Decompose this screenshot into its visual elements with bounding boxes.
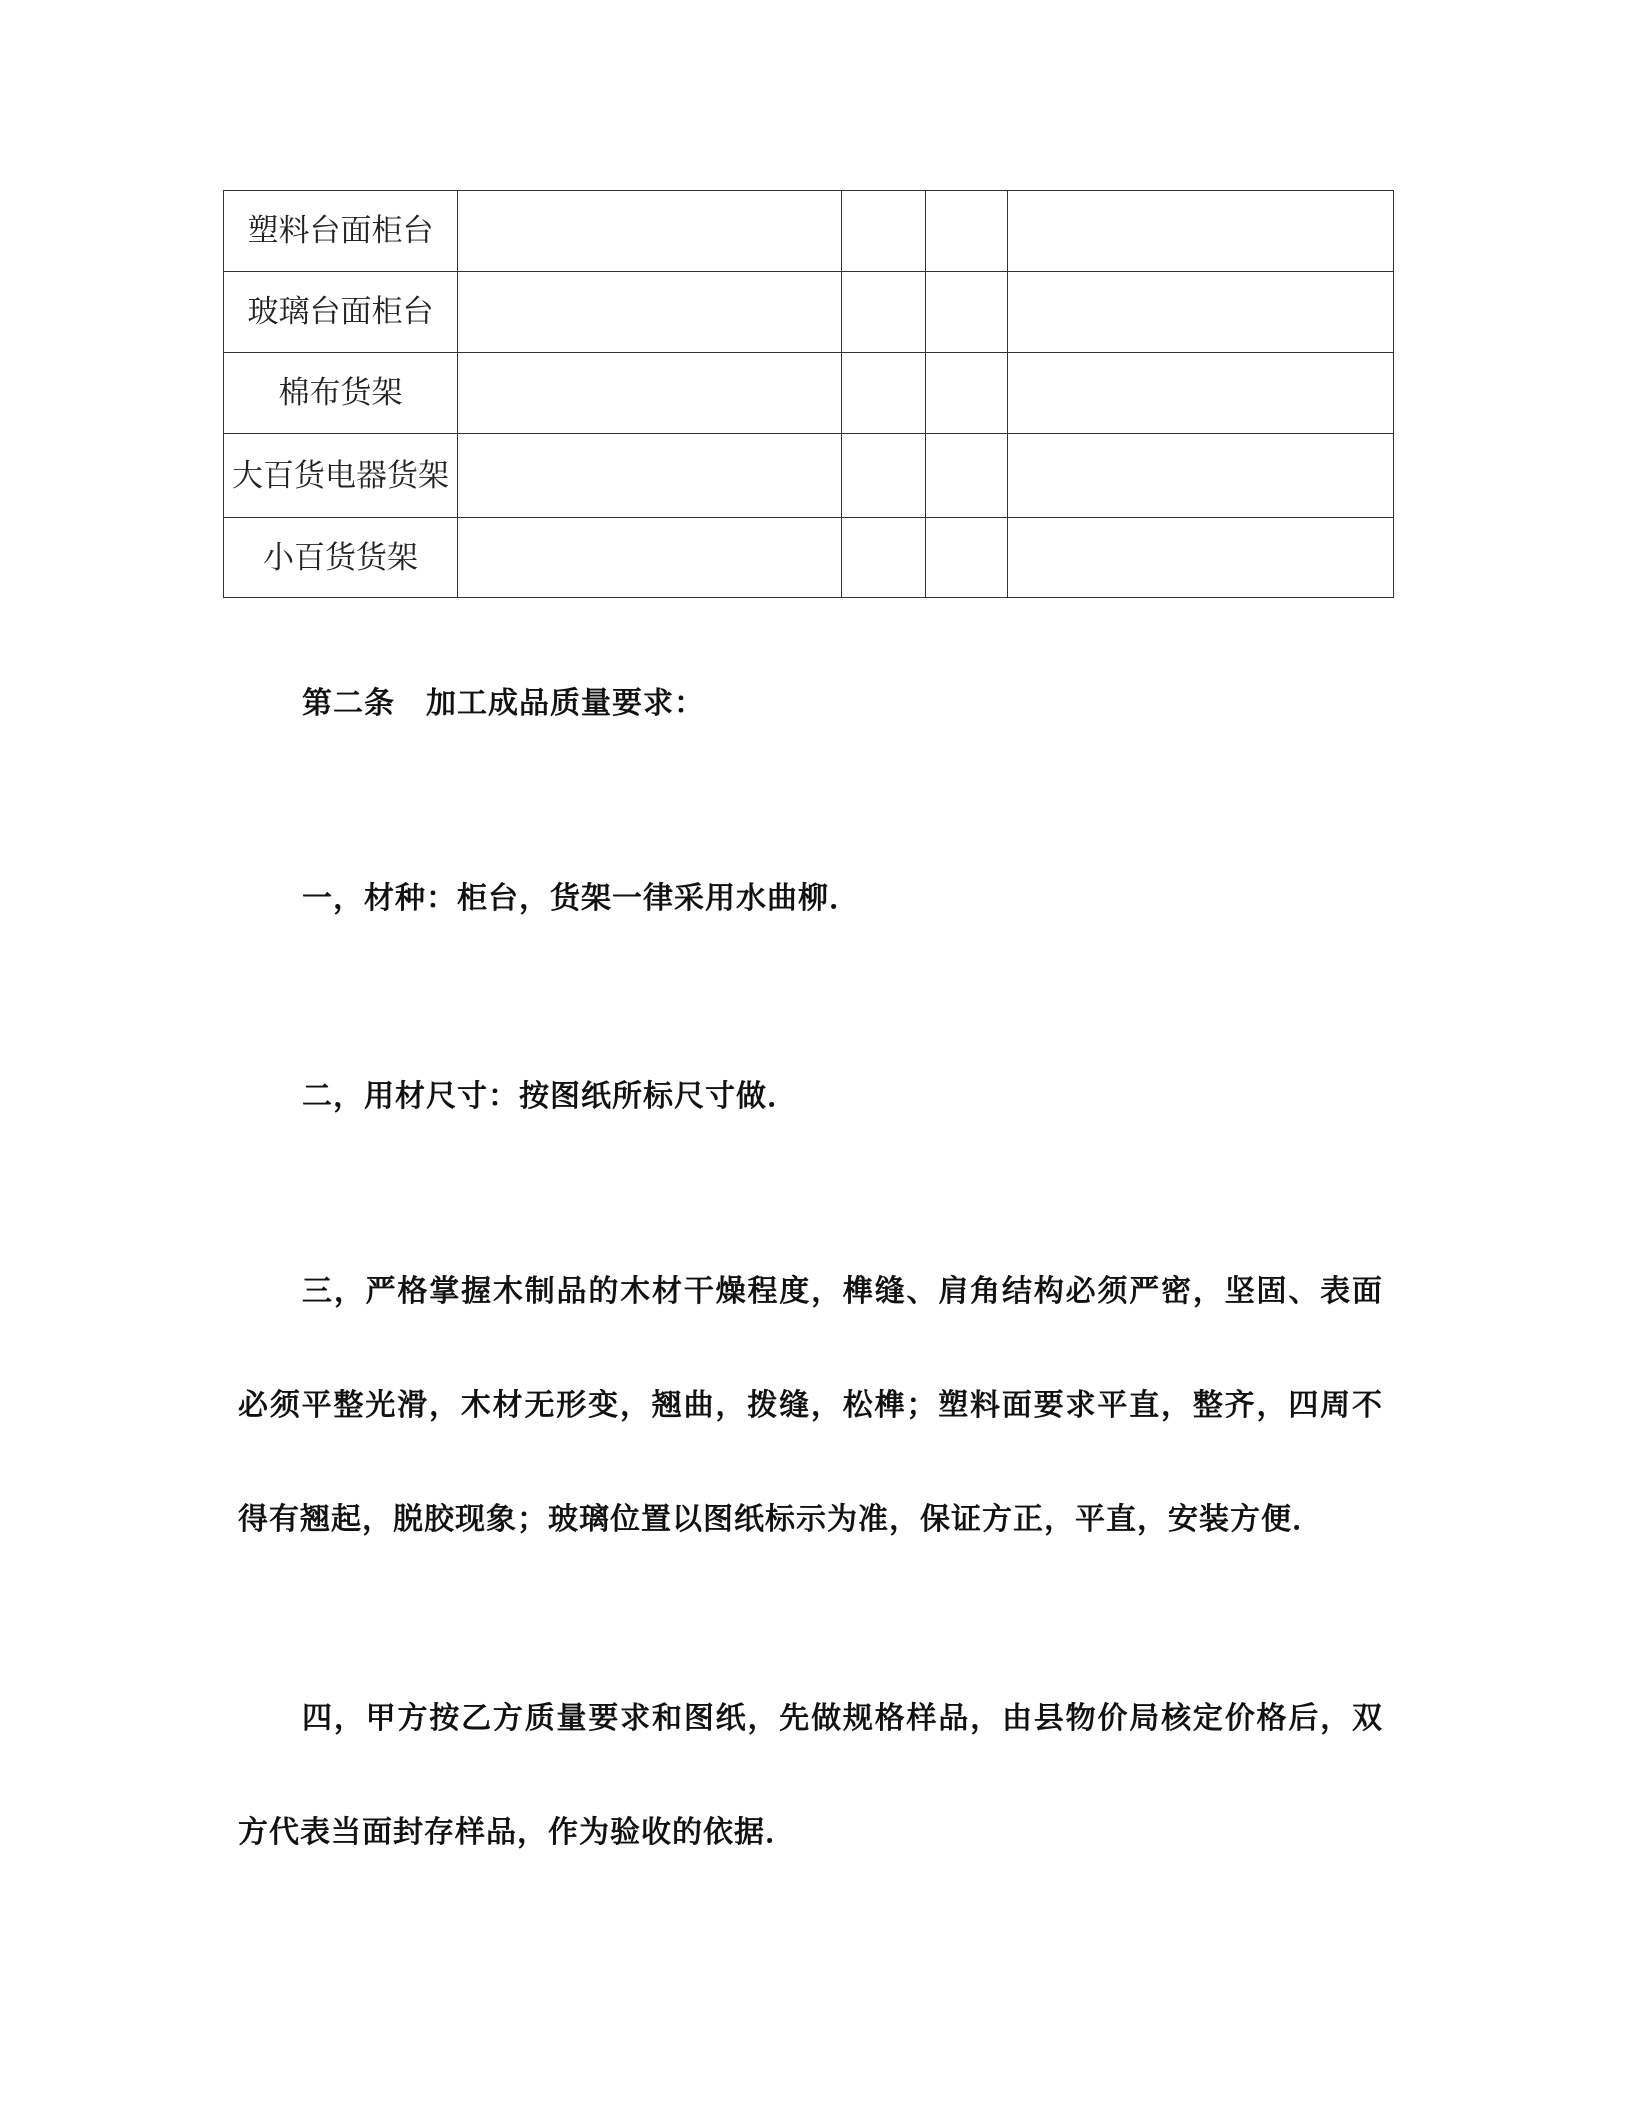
paragraph-material: 一，材种：柜台，货架一律采用水曲柳．	[302, 881, 860, 916]
item-name-cell: 塑料台面柜台	[224, 191, 458, 272]
table-cell	[458, 518, 842, 598]
table-cell	[458, 434, 842, 518]
table-cell	[926, 191, 1008, 272]
item-name-cell: 小百货货架	[224, 518, 458, 598]
table-cell	[926, 353, 1008, 434]
table-row	[224, 518, 1394, 598]
table-cell	[1008, 518, 1394, 598]
table-cell	[458, 191, 842, 272]
table-cell	[842, 518, 926, 598]
table-cell	[1008, 272, 1394, 353]
table-row	[224, 353, 1394, 434]
items-table	[223, 190, 1394, 598]
table-cell	[458, 272, 842, 353]
item-name-cell: 大百货电器货架	[224, 434, 458, 518]
table-cell	[1008, 353, 1394, 434]
table-cell	[842, 353, 926, 434]
table-cell	[926, 434, 1008, 518]
paragraph-dimensions: 二，用材尺寸：按图纸所标尺寸做．	[302, 1079, 798, 1114]
table-row	[224, 191, 1394, 272]
paragraph-workmanship: 三，严格掌握木制品的木材干燥程度，榫缝、肩角结构必须严密，坚固、表面必须平整光滑，木材无形变，翘曲，拨缝，松榫；塑料面要求平直，整齐，四周不得有翘起，脱胶现象；玻璃位置以图纸标示为准，保证方正，平直，安装方便．	[238, 1274, 1383, 1537]
table-cell	[926, 272, 1008, 353]
item-name-cell: 棉布货架	[224, 353, 458, 434]
table-cell	[842, 191, 926, 272]
table-cell	[926, 518, 1008, 598]
table-cell	[1008, 191, 1394, 272]
item-name-cell: 玻璃台面柜台	[224, 272, 458, 353]
section-heading: 第二条 加工成品质量要求：	[302, 686, 705, 721]
table-cell	[842, 434, 926, 518]
table-row	[224, 434, 1394, 518]
table-cell	[1008, 434, 1394, 518]
table-cell	[458, 353, 842, 434]
table-cell	[842, 272, 926, 353]
paragraph-samples: 四，甲方按乙方质量要求和图纸，先做规格样品，由县物价局核定价格后，双方代表当面封存样品，作为验收的依据．	[238, 1701, 1383, 1850]
table-row	[224, 272, 1394, 353]
